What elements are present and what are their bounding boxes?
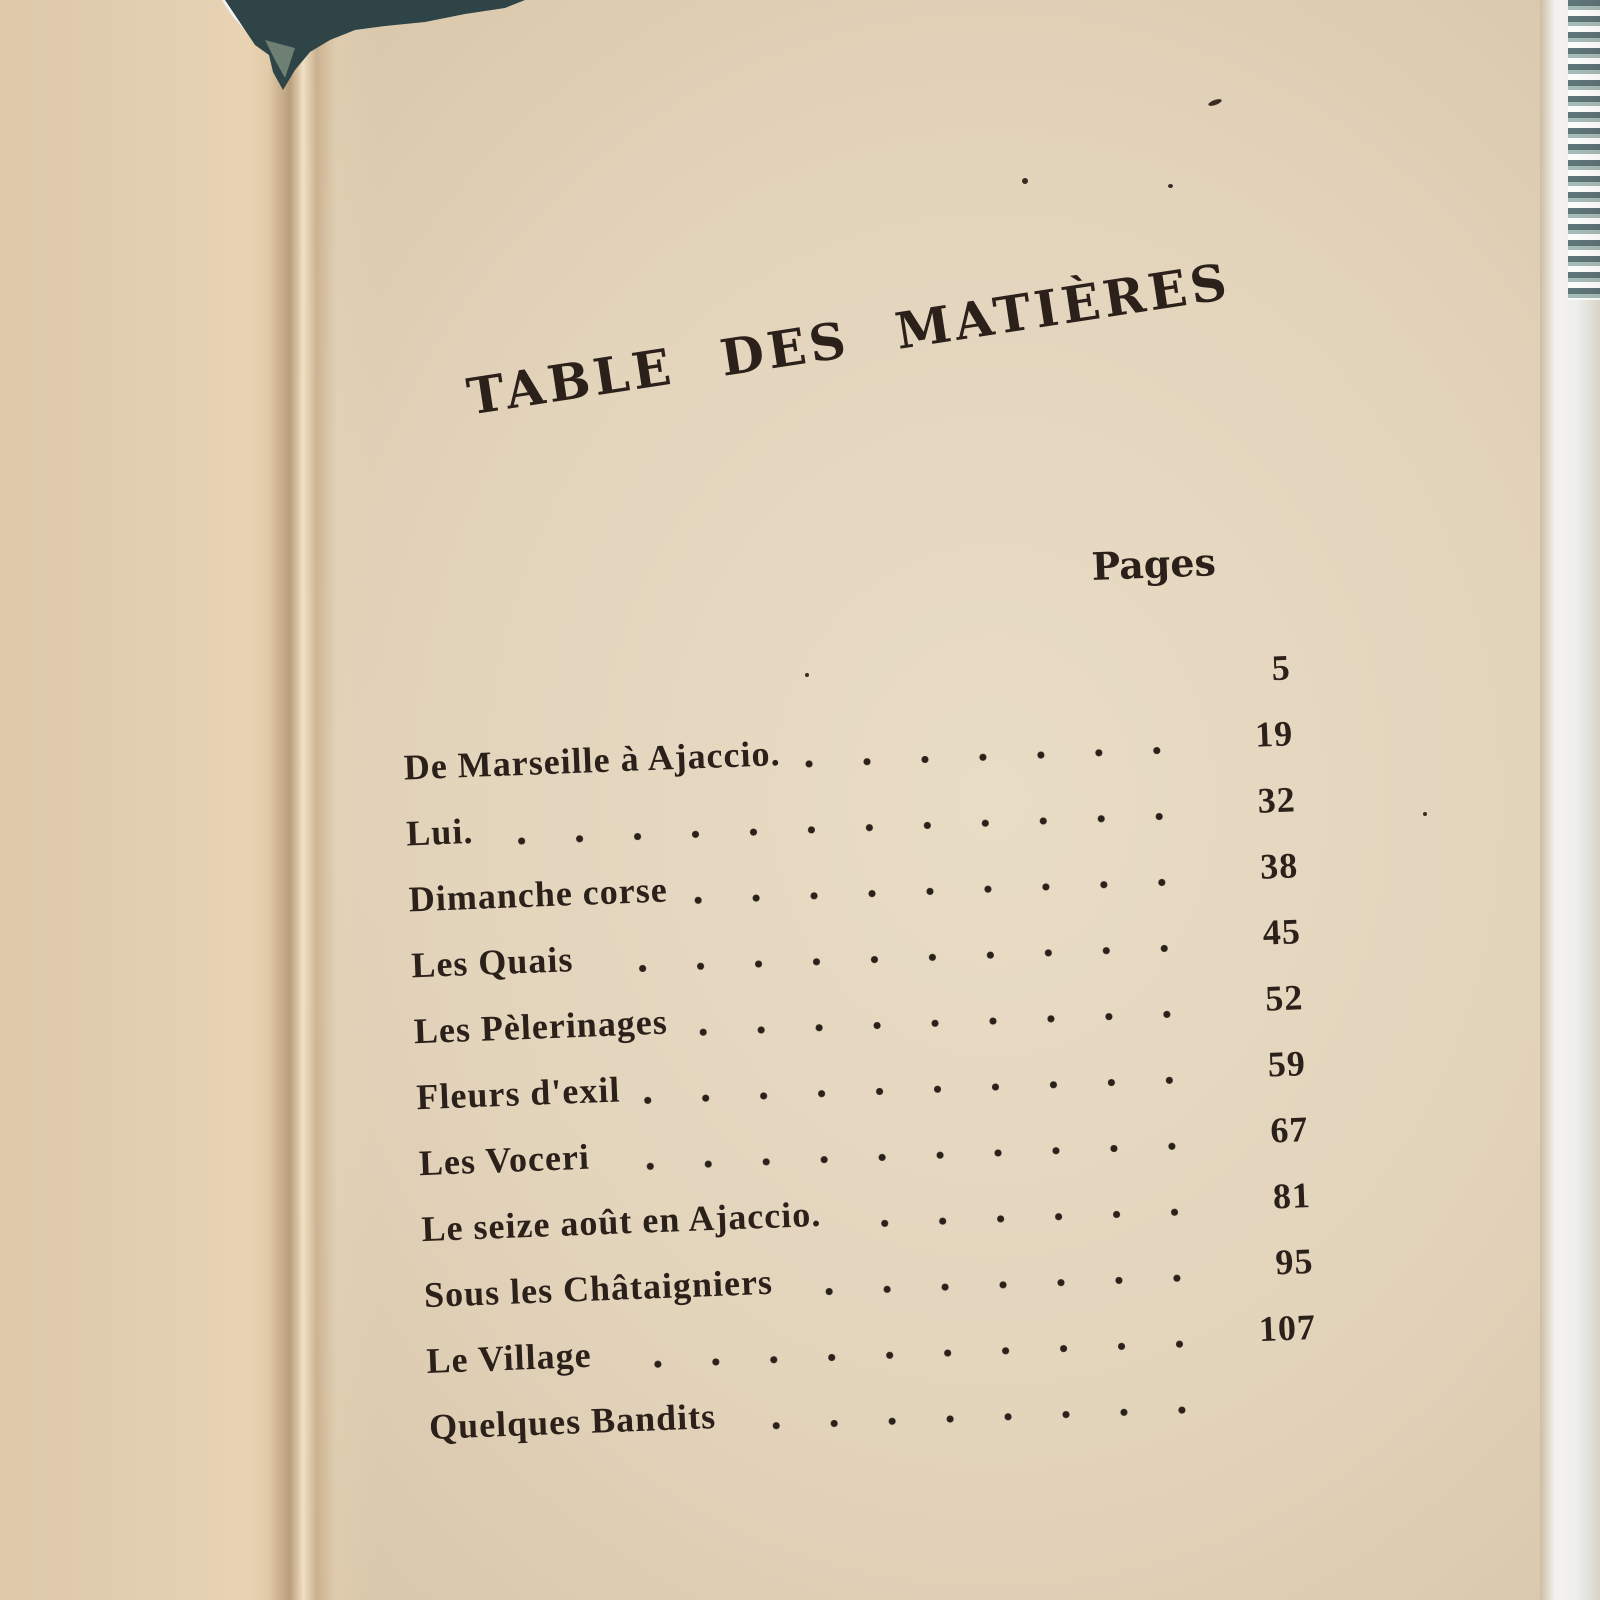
toc-list xyxy=(400,646,1320,1472)
toc-entry-title: Sous les Châtaigniers xyxy=(423,1261,774,1316)
dot-leader xyxy=(686,877,1191,904)
toc-entry-page xyxy=(1229,1405,1319,1408)
toc-entry-page: 81 xyxy=(1272,1175,1312,1217)
toc-entry-title: Quelques Bandits xyxy=(428,1396,717,1448)
paper-speck xyxy=(1423,812,1427,816)
toc-entry-page: 107 xyxy=(1258,1306,1317,1350)
toc-entry-page: 19 xyxy=(1254,713,1294,755)
paper-speck xyxy=(1168,184,1173,188)
dot-leader xyxy=(734,1405,1211,1431)
next-page-print xyxy=(1568,0,1600,300)
toc-entry-title: Les Quais xyxy=(410,939,575,986)
dot-leader xyxy=(610,1339,1209,1370)
toc-entry-page: 67 xyxy=(1269,1109,1310,1151)
toc-entry-page: 59 xyxy=(1267,1043,1307,1085)
dot-leader xyxy=(799,745,1186,768)
torn-cover-edge xyxy=(225,0,525,95)
toc-entry-title: Le Village xyxy=(425,1334,593,1382)
toc-entry-title: Lui. xyxy=(405,810,475,854)
dot-leader xyxy=(639,1075,1199,1104)
book-gutter xyxy=(268,0,378,1600)
toc-entry-title: Les Voceri xyxy=(418,1136,591,1184)
paper-speck xyxy=(1022,178,1028,184)
toc-entry-title: Fleurs d'exil xyxy=(415,1069,622,1118)
toc-entry-page: 52 xyxy=(1264,977,1305,1019)
toc-entry-title: De Marseille à Ajaccio. xyxy=(403,733,782,788)
toc-entry-page: 38 xyxy=(1259,845,1299,887)
left-page xyxy=(0,0,300,1600)
dot-leader xyxy=(839,1207,1203,1229)
toc-entry-page: 5 xyxy=(1270,647,1292,689)
toc-entry-page: 95 xyxy=(1274,1240,1315,1283)
dot-leader xyxy=(686,1009,1196,1037)
dot-leader xyxy=(492,811,1189,846)
toc-entry-page: 45 xyxy=(1261,911,1302,953)
dot-leader xyxy=(592,943,1194,974)
toc-entry-title: Les Pèlerinages xyxy=(413,1001,669,1052)
page-title: TABLE DES MATIÈRES xyxy=(463,251,1235,427)
dot-leader xyxy=(608,1141,1201,1172)
toc-entry-title: Le seize août en Ajaccio. xyxy=(420,1193,822,1250)
table-of-contents xyxy=(387,251,1349,1450)
dot-leader xyxy=(791,1273,1206,1297)
toc-entry-page: 32 xyxy=(1256,779,1297,821)
toc-entry-title: Dimanche corse xyxy=(408,869,669,920)
pages-column-header: Pages xyxy=(1090,539,1217,589)
